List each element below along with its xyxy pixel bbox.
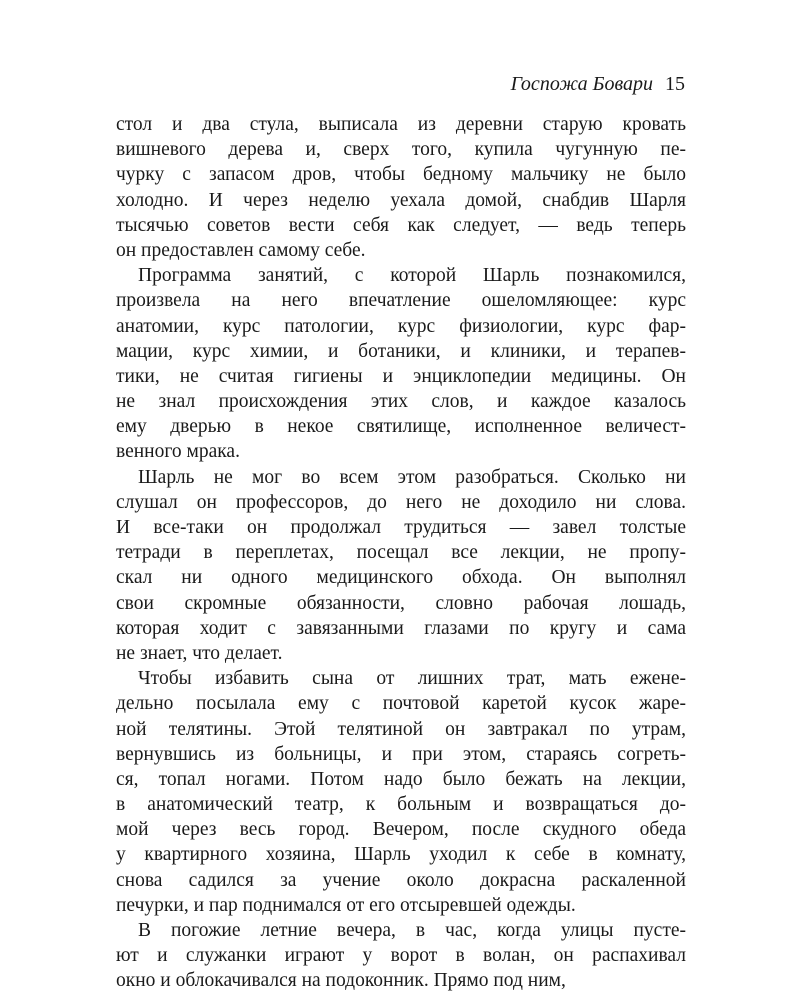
text-line: в анатомический театр, к больным и возвращаться до- <box>116 794 686 816</box>
text-line: скал ни одного медицинского обхода. Он выполнял <box>116 567 686 589</box>
text-line: ной телятины. Этой телятиной он завтракал по утрам, <box>116 718 686 740</box>
text-line: холодно. И через неделю уехала домой, снабдив Шарля <box>116 189 686 211</box>
text-line: дельно посылала ему с почтовой каретой кусок жаре- <box>116 693 686 715</box>
text-line: тики, не считая гигиены и энциклопедии медицины. Он <box>116 365 686 387</box>
text-line: И все-таки он продолжал трудиться — завел толстые <box>116 517 686 538</box>
text-line: вернувшись из больницы, и при этом, стараясь согреть- <box>116 743 686 765</box>
text-line: ему дверью в некое святилище, исполненное величест- <box>116 416 686 438</box>
paragraph-first-line: В погожие летние вечера, в час, когда улицы пустe- <box>138 920 686 941</box>
text-line: произвела на него впечатление ошеломляющее: курс <box>116 290 686 312</box>
text-line: снова садился за учение около докрасна раскаленной <box>116 869 686 891</box>
text-line: стол и два стула, выписала из деревни старую кровать <box>116 114 686 135</box>
text-line: мой через весь город. Вечером, после скудного обеда <box>116 819 686 841</box>
text-line: которая ходит с завязанными глазами по кругу и сама <box>116 617 686 639</box>
paragraph-first-line: Шарль не мог во всем этом разобраться. Сколько ни <box>138 466 686 488</box>
page-number: 15 <box>665 73 685 95</box>
text-line: вишневого дерева и, сверх того, купила чугунную пе- <box>116 139 686 161</box>
text-line: слушал он профессоров, до него не доходило ни слова. <box>116 491 686 513</box>
text-line: тетради в переплетах, посещал все лекции, не пропу- <box>116 542 686 564</box>
text-line: мации, курс химии, и ботаники, и клиники, и терапев- <box>116 340 686 362</box>
text-line: тысячью советов вести себя как следует, — ведь теперь <box>116 214 686 236</box>
text-line: он предоставлен самому себе. <box>116 239 366 261</box>
paragraph-first-line: Программа занятий, с которой Шарль познакомился, <box>138 265 686 287</box>
text-line: у квартирного хозяина, Шарль уходил к себе в комнату, <box>116 844 686 866</box>
text-line: анатомии, курс патологии, курс физиологии, курс фар- <box>116 315 686 337</box>
running-head <box>511 70 685 98</box>
text-line: венного мрака. <box>116 441 240 463</box>
paragraph-first-line: Чтобы избавить сына от лишних трат, мать еженe- <box>138 668 686 690</box>
text-line: не знал происхождения этих слов, и каждое казалось <box>116 391 686 413</box>
text-line: чурку с запасом дров, чтобы бедному мальчику не было <box>116 164 686 186</box>
text-line: свои скромные обязанности, словно рабочая лошадь, <box>116 592 686 614</box>
text-line: не знает, что делает. <box>116 642 283 664</box>
body-text <box>116 112 686 994</box>
text-line: ют и служанки играют у ворот в волан, он распахивал <box>116 945 686 967</box>
text-line: ся, топал ногами. Потом надо было бежать на лекции, <box>116 768 686 790</box>
book-title: Госпожа Бовари <box>510 73 653 95</box>
text-line: печурки, и пар поднимался от его отсыревшей одежды. <box>116 894 576 916</box>
text-line: окно и облокачивался на подоконник. Прямо под ним, <box>116 970 566 992</box>
